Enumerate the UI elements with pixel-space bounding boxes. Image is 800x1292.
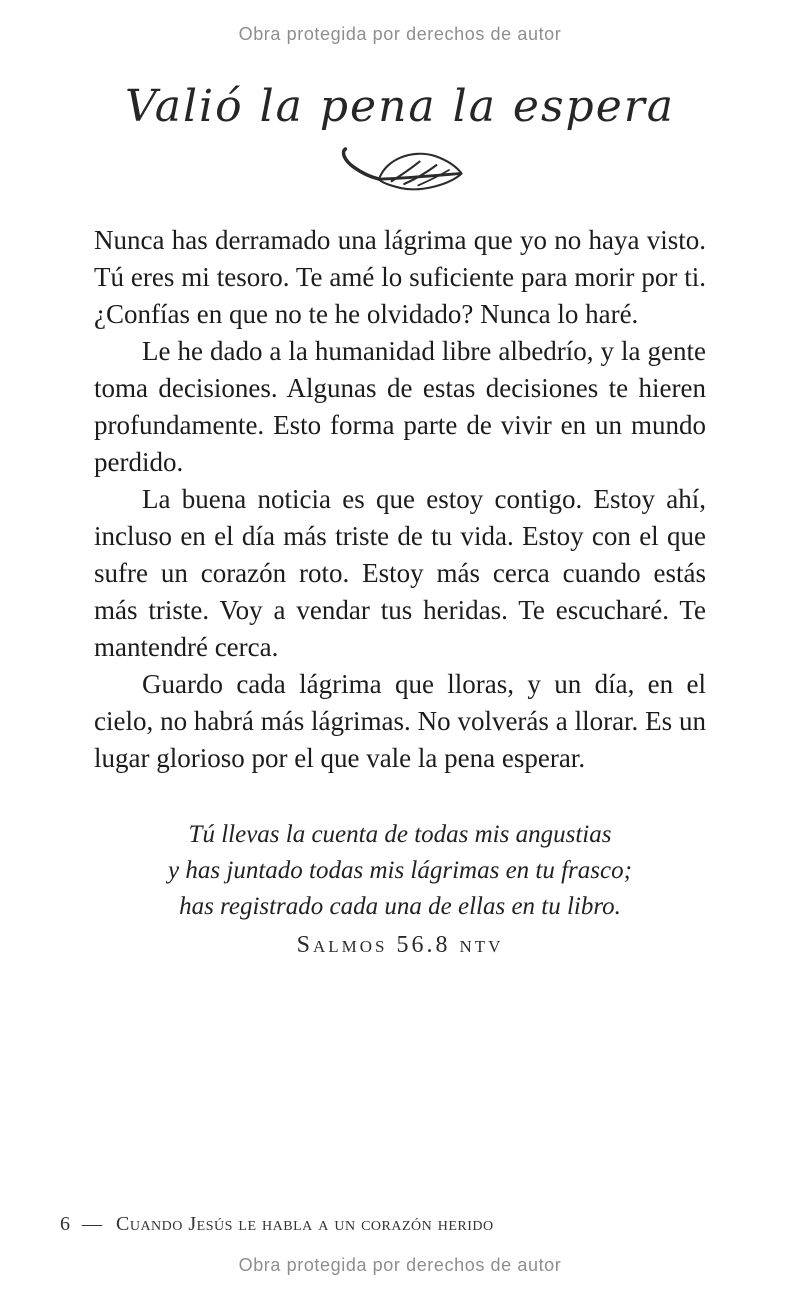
copyright-watermark-bottom: Obra protegida por derechos de autor — [238, 1255, 562, 1275]
paragraph-2: Le he dado a la humanidad libre albedrío, y la gente toma decisiones. Algunas de estas decisiones te hieren profundamente. Esto forma parte de vivir en un mundo perdido. — [94, 336, 706, 477]
copyright-watermark-top: Obra protegida por derechos de autor — [238, 24, 562, 44]
chapter-title: Valió la pena la espera — [124, 81, 676, 132]
quote-line-2: y has juntado todas mis lágrimas en tu frasco; — [168, 857, 632, 884]
paragraph-4: Guardo cada lágrima que lloras, y un día, en el cielo, no habrá más lágrimas. No volverás a llorar. Es un lugar glorioso por el que vale la pena esperar. — [94, 669, 706, 773]
page-footer — [60, 1213, 494, 1236]
paragraph-1: Nunca has derramado una lágrima que yo no haya visto. Tú eres mi tesoro. Te amé lo suficiente para morir por ti. ¿Confías en que no te he olvidado? Nunca lo haré. — [94, 225, 706, 329]
running-title: Cuando Jesús le habla a un corazón herido — [116, 1213, 494, 1235]
quote-line-1: Tú llevas la cuenta de todas mis angustias — [188, 821, 612, 848]
quote-line-3: has registrado cada una de ellas en tu libro. — [179, 893, 621, 920]
page-number: 6 — [60, 1213, 71, 1235]
footer-separator: — — [82, 1213, 103, 1235]
scripture-reference: Salmos 56.8 ntv — [296, 932, 504, 958]
paragraph-3: La buena noticia es que estoy contigo. Estoy ahí, incluso en el día más triste de tu vida. Estoy con el que sufre un corazón roto. Estoy más cerca cuando estás más triste. Voy a vendar tus heridas. Te escucharé. Te mantendré cerca. — [94, 484, 706, 662]
leaf-ornament-icon — [0, 142, 800, 200]
scripture-quote — [0, 817, 800, 963]
body-text — [0, 222, 800, 777]
